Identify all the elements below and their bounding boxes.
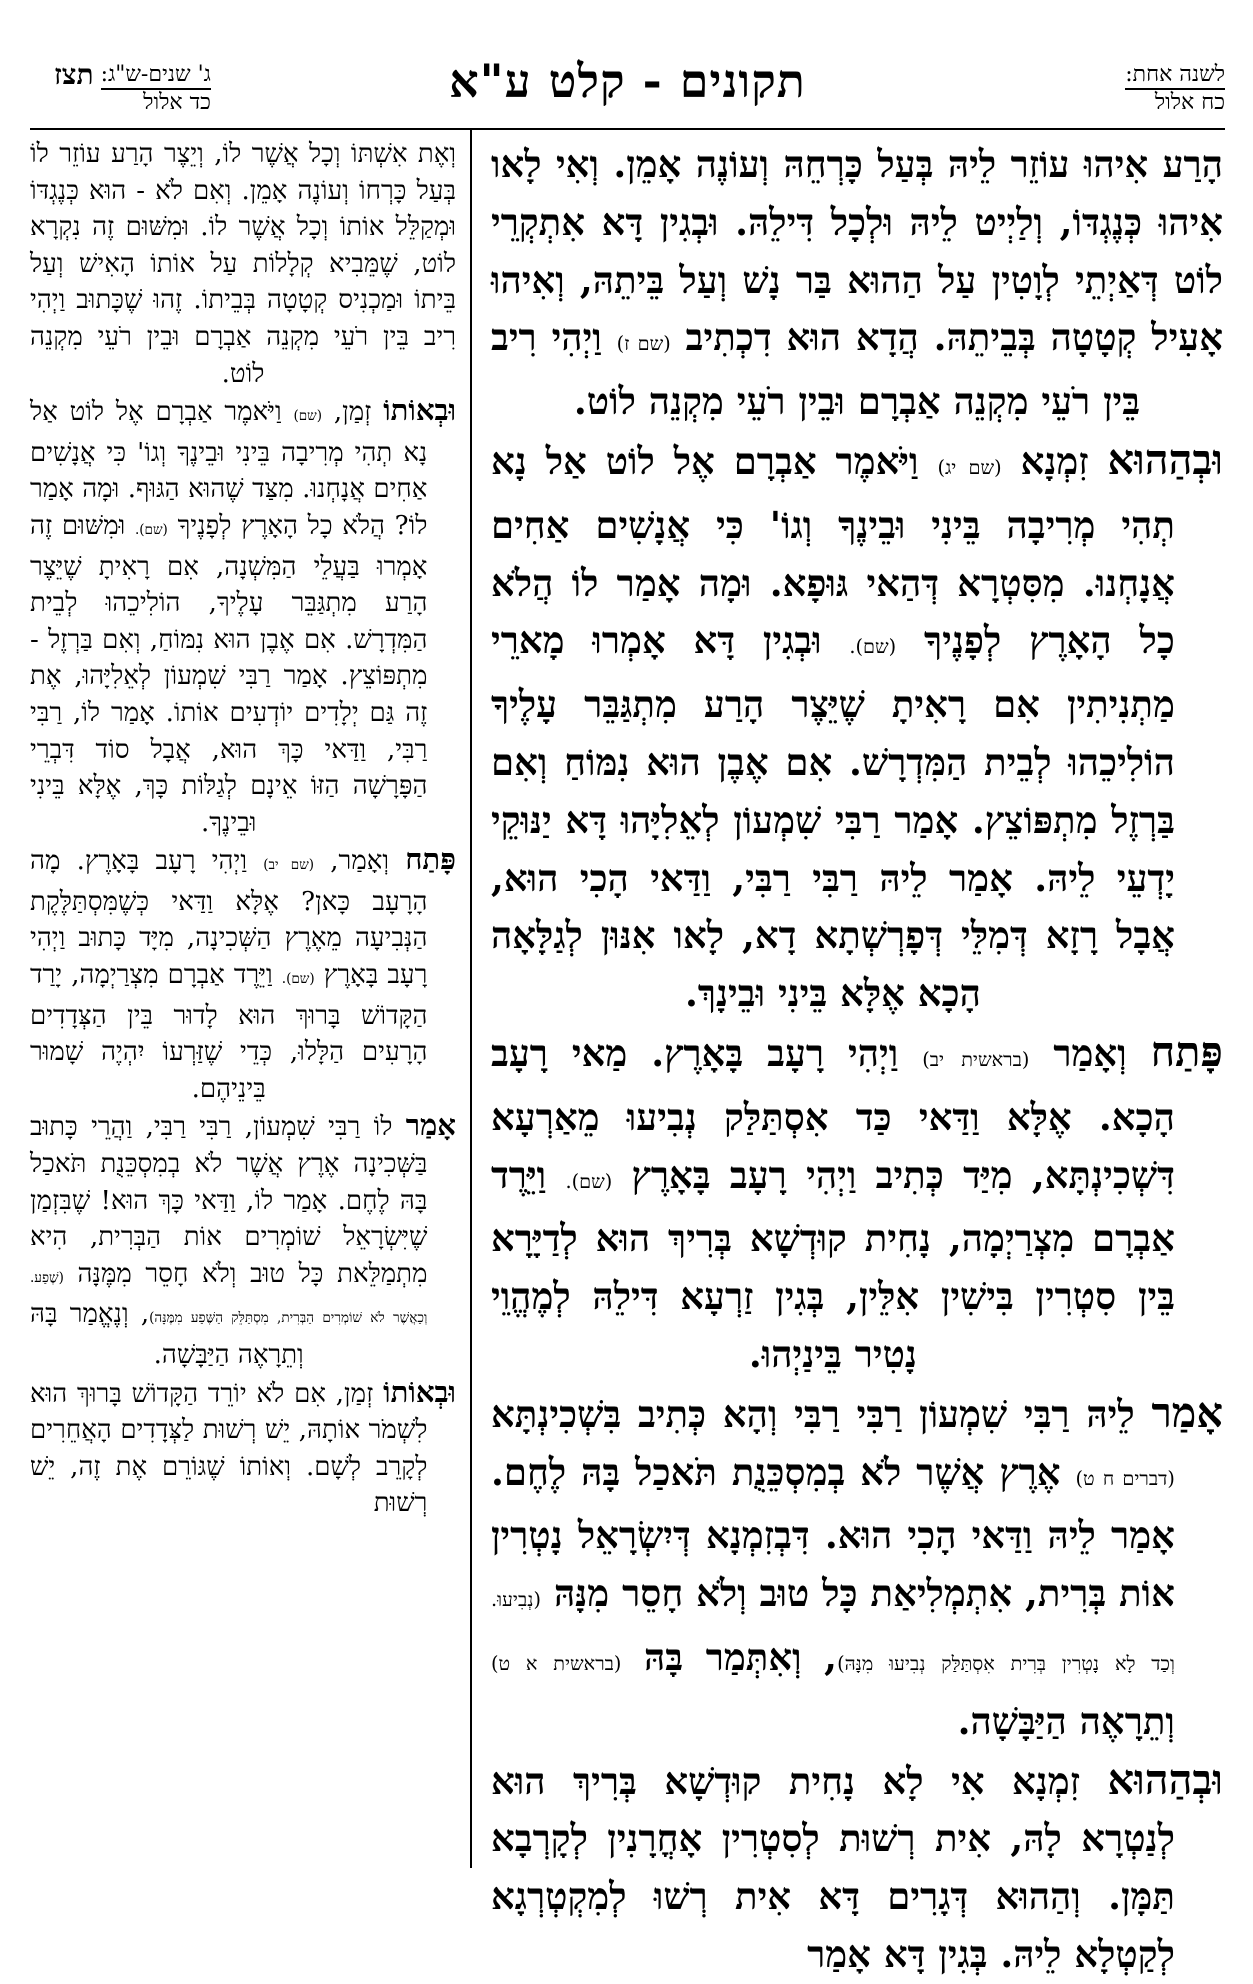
main-aramaic-column: [491, 136, 1223, 1984]
side-paragraph-3: פָּתַח וְאָמַר, (שם יב) וַיְהִי רָעָב בָּאָרֶץ. מָה הָרָעָב כָּאן? אֶלָּא וַדַּאי כְּשֶׁמִּסְתַּלֶּקֶת הַנְּבִיעָה מֵאֶרֶץ הַשְּׁכִינָה, מִיָּד כָּתוּב וַיְהִי רָעָב בָּאָרֶץ (שם). וַיֵּרֶד אַבְרָם מִצְרַיְמָה, יָרַד הַקָּדוֹשׁ בָּרוּךְ הוּא לָדוּר בֵּין הַצְּדָדִים הָרָעִים הַלָּלוּ, כְּדֵי שֶׁזַּרְעוֹ יִהְיֶה שָׁמוּר בֵּינֵיהֶם.: [30, 842, 457, 1104]
header-right-line2: כח אלול: [1125, 88, 1225, 116]
page-title: תקונים - קלט ע"א: [449, 54, 806, 108]
main-paragraph-1: הָרַע אִיהוּ עוֹזֵר לֵיהּ בְּעַל כָּרְחֵהּ וְעוֹנֶה אָמֵן. וְאִי לָאו אִיהוּ כְּנֶגְדּוֹ, וְלַיְיט לֵיהּ וּלְכָל דִּילֵהּ. וּבְגִין דָּא אִתְקְרֵי לוֹט דְּאַיְתֵי לְוָטִין עַל הַהוּא בַּר נָשׁ וְעַל בֵּיתֵהּ, וְאִיהוּ אָעִיל קְטָטָה בְּבֵיתֵהּ. הֲדָא הוּא דִכְתִיב (שם ז) וַיְהִי רִיב בֵּין רֹעֵי מִקְנֵה אַבְרָם וּבֵין רֹעֵי מִקְנֵה לוֹט.: [491, 142, 1223, 424]
page-number: תצז: [54, 58, 94, 91]
main-paragraph-3: פָּתַח וְאָמַר (בראשית יב) וַיְהִי רָעָב בָּאָרֶץ. מַאי רָעָב הָכָא. אֶלָּא וַדַּאי כַּד אִסְתַּלַּק נְבִיעוּ מֵאַרְעָא דִּשְׁכִינְתָּא, מִיַּד כְּתִיב וַיְהִי רָעָב בָּאָרֶץ (שם). וַיֵּרֶד אַבְרָם מִצְרַיְמָה, נָחִית קוּדְשָׁא בְּרִיךְ הוּא לְדַיָּרָא בֵּין סִטְרִין בִּישִׁין אִלֵּין, בְּגִין זַרְעָא דִּילֵהּ לְמֶהֱוֵי נָטִיר בֵּינַיְהוּ.: [491, 1026, 1223, 1376]
side-paragraph-2: וּבְאוֹתוֹ זְמַן, (שם) וַיֹּאמֶר אַבְרָם אֶל לוֹט אַל נָא תְהִי מְרִיבָה בֵּינִי וּבֵינֶךָ וְגוֹ' כִּי אֲנָשִׁים אַחִים אֲנָחְנוּ. מִצַּד שֶׁהוּא הַגּוּף. וּמָה אָמַר לוֹ? הֲלֹא כָל הָאָרֶץ לְפָנֶיךָ (שם). וּמִשּׁוּם זֶה אָמְרוּ בַּעֲלֵי הַמִּשְׁנָה, אִם רָאִיתָ שֶׁיֵּצֶר הָרַע מִתְגַּבֵּר עָלֶיךָ, הוֹלִיכֵהוּ לְבֵית הַמִּדְרָשׁ. אִם אֶבֶן הוּא נִמּוֹחַ, וְאִם בַּרְזֶל - מִתְפּוֹצֵץ. אָמַר רַבִּי שִׁמְעוֹן לְאֵלִיָּהוּ, אֶת זֶה גַּם יְלָדִים יוֹדְעִים אוֹתוֹ. אָמַר לוֹ, רַבִּי רַבִּי, וַדַּאי כָּךְ הוּא, אֲבָל סוֹד דִּבְרֵי הַפָּרָשָׁה הַזּוֹ אֵינָם לְגַלּוֹת כָּךְ, אֶלָּא בֵּינִי וּבֵינֶךָ.: [30, 393, 457, 838]
main-paragraph-2: וּבְהַהוּא זִמְנָא (שם יג) וַיֹּאמֶר אַבְרָם אֶל לוֹט אַל נָא תְהִי מְרִיבָה בֵּינִי וּבֵינֶךָ וְגוֹ' כִּי אֲנָשִׁים אַחִים אֲנָחְנוּ. מִסִּטְרָא דְּהַאי גּוּפָא. וּמָה אָמַר לוֹ הֲלֹא כָל הָאָרֶץ לְפָנֶיךָ (שם). וּבְגִין דָּא אָמְרוּ מָארֵי מַתְנִיתִין אִם רָאִיתָ שֶׁיֵּצֶר הָרַע מִתְגַּבֵּר עָלֶיךָ הוֹלִיכֵהוּ לְבֵית הַמִּדְרָשׁ. אִם אֶבֶן הוּא נִמּוֹחַ וְאִם בַּרְזֶל מִתְפּוֹצֵץ. אָמַר רַבִּי שִׁמְעוֹן לְאֵלִיָּהוּ דָּא יַנּוּקֵי יָדְעֵי לֵיהּ. אָמַר לֵיהּ רַבִּי רַבִּי, וַדַּאי הָכִי הוּא, אֲבָל רָזָא דְּמִלֵּי דְּפָרְשְׁתָא דָא, לָאו אִנּוּן לְגַלָּאָה הָכָא אֶלָּא בֵּינִי וּבֵינָךְ.: [491, 434, 1223, 1016]
side-paragraph-4: אָמַר לוֹ רַבִּי שִׁמְעוֹן, רַבִּי רַבִּי, וַהֲרֵי כָּתוּב בַּשְּׁכִינָה אֶרֶץ אֲשֶׁר לֹא בְמִסְכֵּנֻת תֹּאכַל בָּהּ לֶחֶם. אָמַר לוֹ, וַדַּאי כָּךְ הוּא! שֶׁבִּזְמַן שֶׁיִּשְׂרָאֵל שׁוֹמְרִים אוֹת הַבְּרִית, הִיא מִתְמַלֵּאת כָּל טוּב וְלֹא חָסֵר מִמֶּנָּה (שֶׁפַע. וְכַאֲשֶׁר לֹא שׁוֹמְרִים הַבְּרִית, מִסְתַּלֵּק הַשֶּׁפַע מִמֶּנָּה), וְנֶאֱמַר בָּהּ וְתֵרָאֶה הַיַּבָּשָׁה.: [30, 1108, 456, 1370]
header-left-reference: [30, 58, 211, 116]
side-paragraph-1: וְאֶת אִשְׁתּוֹ וְכָל אֲשֶׁר לוֹ, וְיֵצֶר הָרַע עוֹזֵר לוֹ בְּעַל כָּרְחוֹ וְעוֹנֶה אָמֵן. וְאִם לֹא - הוּא כְּנֶגְדּוֹ וּמְקַלֵּל אוֹתוֹ וְכָל אֲשֶׁר לוֹ. וּמִשּׁוּם זֶה נִקְרָא לוֹט, שֶׁמֵּבִיא קְלָלוֹת עַל אוֹתוֹ הָאִישׁ וְעַל בֵּיתוֹ וּמַכְנִיס קְטָטָה בְּבֵיתוֹ. זֶהוּ שֶׁכָּתוּב וַיְהִי רִיב בֵּין רֹעֵי מִקְנֵה אַבְרָם וּבֵין רֹעֵי מִקְנֵה לוֹט.: [30, 139, 456, 389]
header-left-line2: כד אלול: [101, 88, 211, 116]
main-paragraph-4: אָמַר לֵיהּ רַבִּי שִׁמְעוֹן רַבִּי רַבִּי וְהָא כְּתִיב בִּשְׁכִינְתָּא (דברים ח ט) אֶרֶץ אֲשֶׁר לֹא בְמִסְכֵּנֻת תֹּאכַל בָּהּ לֶחֶם. אָמַר לֵיהּ וַדַּאי הָכִי הוּא. דִּבְזִמְנָא דְּיִשְׂרָאֵל נָטְרִין אוֹת בְּרִית, אִתְמְלִיאַת כָּל טוּב וְלֹא חָסֵר מִנָּהּ (נְבִיעוּ. וְכַד לָא נָטְרִין בְּרִית אִסְתַּלַּק נְבִיעוּ מִנָּהּ), וְאִתְּמַר בָּהּ (בראשית א ט) וְתֵרָאֶה הַיַּבָּשָׁה.: [491, 1387, 1223, 1743]
page-header: [30, 48, 1225, 130]
header-right-line1: לשנה אחת:: [1125, 62, 1225, 87]
header-left-line1: ג' שנים-ש"ג:: [100, 62, 211, 87]
side-paragraph-5: וּבְאוֹתוֹ זְמַן, אִם לֹא יוֹרֵד הַקָּדוֹשׁ בָּרוּךְ הוּא לִשְׁמֹר אוֹתָהּ, יֵשׁ רְשׁוּת לַצְּדָדִים הָאֲחֵרִים לְקָרֵב לְשָׁם. וְאוֹתוֹ שֶׁגּוֹרֵם אֶת זֶה, יֵשׁ רְשׁוּת: [30, 1374, 456, 1519]
hebrew-translation-column: [30, 136, 456, 1522]
main-paragraph-5: וּבְהַהוּא זִמְנָא אִי לָא נָחִית קוּדְשָׁא בְּרִיךְ הוּא לְנַטְרָא לָהּ, אִית רְשׁוּת לְסִטְרִין אָחֳרָנִין לְקָרְבָא תַּמָּן. וְהַהוּא דְּגָרִים דָּא אִית רְשׁוּ לְמִקְטְרְגָא לְקַטְלָא לֵיהּ. בְּגִין דָּא אָמַר: [491, 1754, 1223, 1976]
column-divider: [470, 128, 472, 1868]
